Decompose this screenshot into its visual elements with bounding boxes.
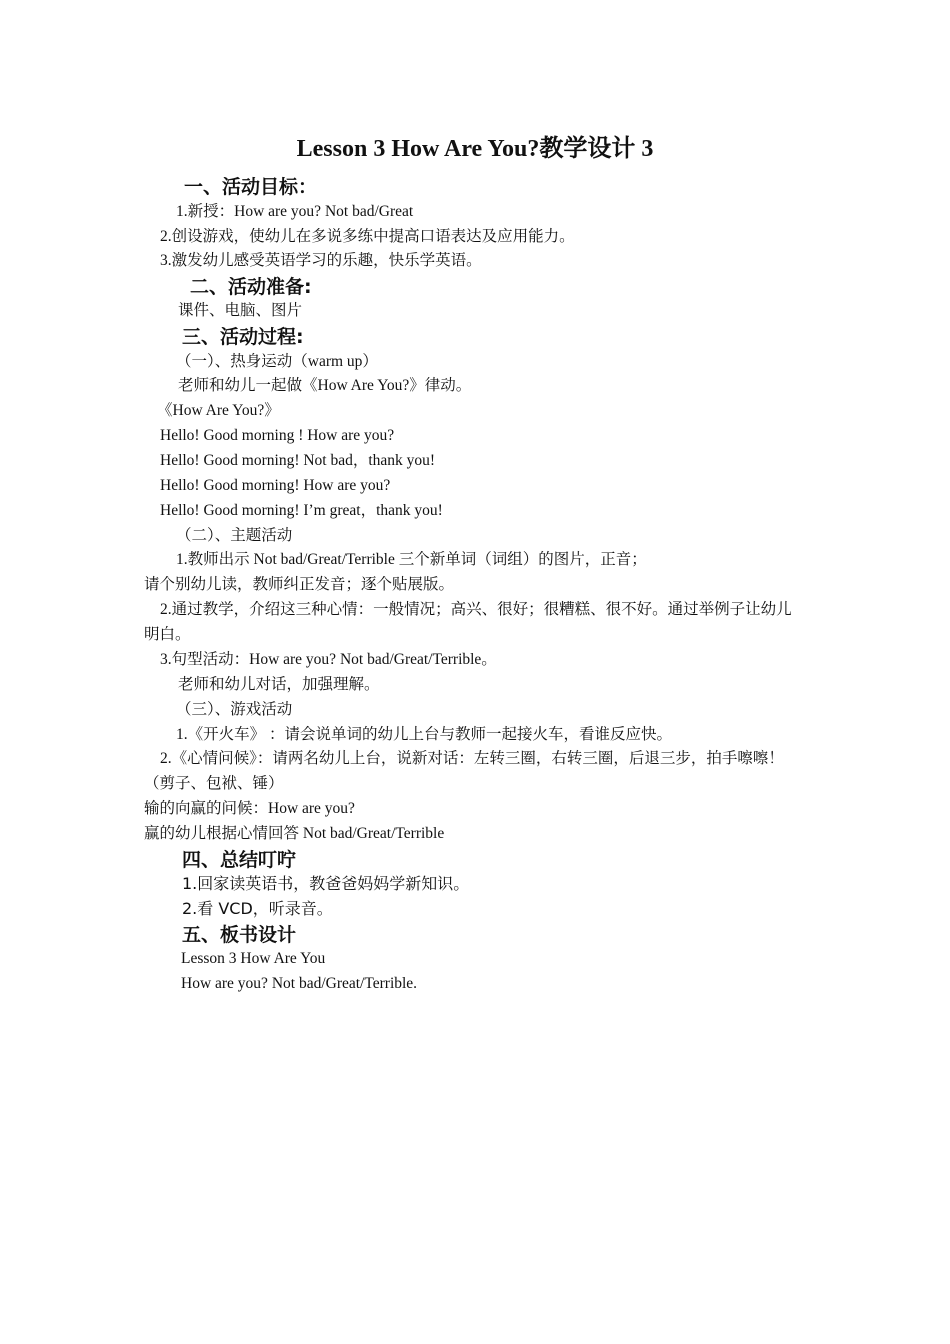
section-heading-objectives: 一、活动目标：: [184, 176, 318, 198]
summary-item: 1.回家读英语书，教爸爸妈妈学新知识。: [182, 874, 470, 893]
theme-item: 3.句型活动：How are you? Not bad/Great/Terrible。: [160, 651, 497, 668]
game-item: 赢的幼儿根据心情回答 Not bad/Great/Terrible: [144, 825, 445, 842]
theme-item: 1.教师出示 Not bad/Great/Terrible 三个新单词（词组）的图片，正音；: [176, 551, 647, 568]
game-item: 输的向赢的问候：How are you?: [144, 800, 355, 817]
game-item: 2.《心情问候》：请两名幼儿上台，说新对话：左转三圈，右转三圈，后退三步，拍手嚓嚓！: [160, 750, 784, 767]
section-heading-summary: 四、总结叮咛: [182, 849, 297, 871]
objective-item: 3.激发幼儿感受英语学习的乐趣，快乐学英语。: [160, 252, 482, 269]
theme-item: 请个别幼儿读，教师纠正发音；逐个贴展版。: [144, 576, 455, 593]
song-title: 《How Are You?》: [157, 402, 280, 419]
section-heading-preparation: 二、活动准备:: [190, 276, 312, 298]
game-item: 1.《开火车》 ：请会说单词的幼儿上台与教师一起接火车，看谁反应快。: [176, 726, 673, 743]
summary-item: 2.看 VCD，听录音。: [182, 899, 333, 918]
board-line: Lesson 3 How Are You: [181, 950, 326, 967]
subsection-heading-games: （三）、游戏活动: [176, 701, 293, 718]
preparation-content: 课件、电脑、图片: [178, 302, 303, 319]
theme-item: 2.通过教学，介绍这三种心情：一般情况；高兴、很好；很糟糕、很不好。通过举例子让幼儿: [160, 601, 792, 618]
objective-item: 1.新授：How are you? Not bad/Great: [176, 203, 414, 220]
section-heading-board: 五、板书设计: [182, 924, 297, 946]
section-heading-process: 三、活动过程:: [182, 326, 304, 348]
theme-item: 明白。: [144, 626, 191, 643]
document-title: Lesson 3 How Are You?教学设计 3: [296, 136, 654, 162]
song-line: Hello! Good morning! Not bad，thank you!: [160, 452, 436, 469]
song-line: Hello! Good morning ! How are you?: [160, 427, 395, 444]
song-line: Hello! Good morning! How are you?: [160, 477, 391, 494]
board-line: How are you? Not bad/Great/Terrible.: [181, 975, 418, 992]
subsection-heading-theme: （二）、主题活动: [176, 527, 293, 544]
subsection-heading-warmup: （一）、热身运动（warm up）: [176, 353, 378, 370]
objective-item: 2.创设游戏，使幼儿在多说多练中提高口语表达及应用能力。: [160, 228, 575, 245]
warmup-intro: 老师和幼儿一起做《How Are You?》律动。: [178, 377, 472, 394]
theme-item: 老师和幼儿对话，加强理解。: [178, 676, 380, 693]
game-item: （剪子、包袱、锤）: [144, 775, 284, 792]
song-line: Hello! Good morning! I’m great，thank you!: [160, 502, 443, 519]
